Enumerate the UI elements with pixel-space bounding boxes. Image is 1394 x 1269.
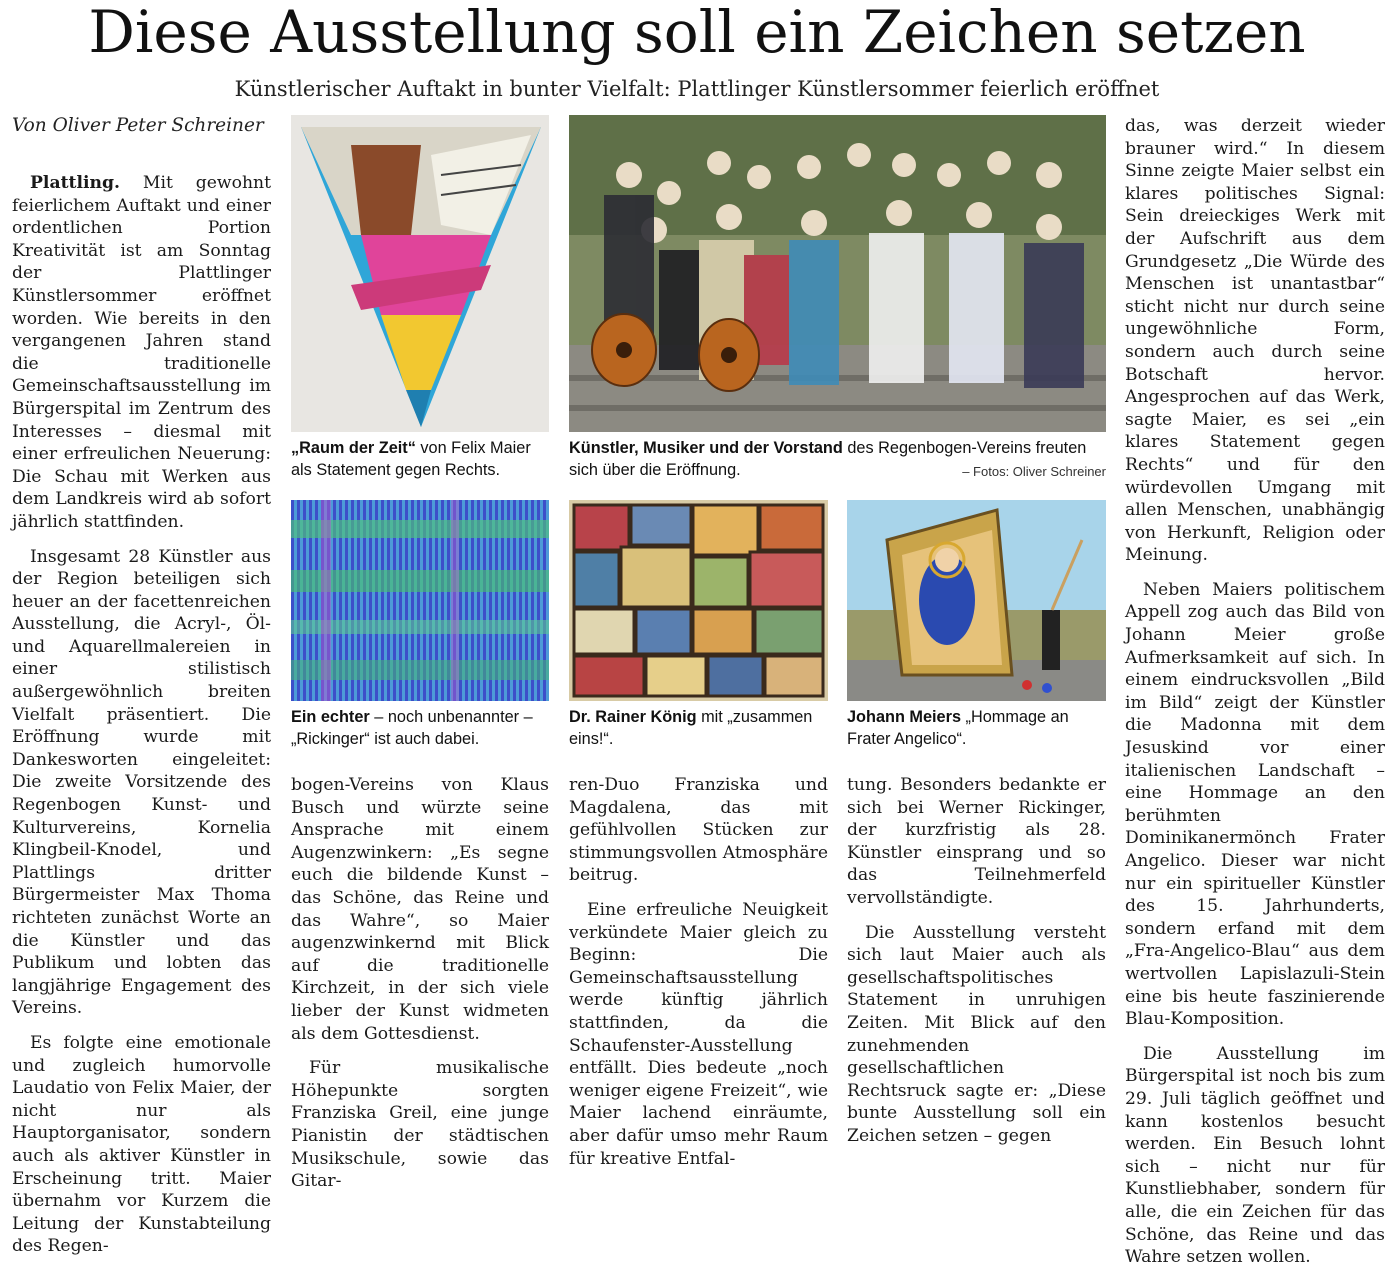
group-photo-image [569,115,1106,432]
caption-text: „Hommage an Frater Angelico“. [847,708,1069,748]
paragraph: Die Ausstellung im Bürgerspital ist noch bis zum 29. Juli täglich geöffnet und kann kostenlos besucht werden. Ein Besuch lohnt sich – nicht nur für Kunstliebhaber, sondern für alle, die ein Zeichen für das Schöne, das Reine und das Wahre setzen wollen. [1125,1043,1385,1268]
paragraph: Eine erfreuliche Neuigkeit verkündete Maier gleich zu Beginn: Die Gemeinschaftsausstellung werde künftig jährlich stattfinden, da die Schaufenster-Ausstellung entfällt. Dies bedeute „noch weniger eigene Freizeit“, wie Maier lachend einräumte, aber dafür umso mehr Raum für kreative Entfal- [569,899,828,1169]
caption-text: des Regenbogen-Vereins freuten sich über die Eröffnung. [569,439,1087,479]
caption-koenig [569,706,831,750]
byline: Von Oliver Peter Schreiner [12,115,264,136]
article-column-4 [847,774,1106,1148]
photo-credit: – Fotos: Oliver Schreiner [962,464,1106,479]
dateline: Plattling. [30,173,121,193]
koenig-painting-image [569,500,828,701]
subheadline: Künstlerischer Auftakt in bunter Vielfalt: Plattlinger Künstlersommer feierlich eröffnet [234,77,1160,101]
photo-meier-angelico [847,500,1106,701]
caption-meier-angelico [847,706,1109,750]
caption-text: von Felix Maier als Statement gegen Rechts. [291,439,531,479]
paragraph-text: Mit gewohnt feierlichem Auftakt und einer ordentlichen Portion Kreativität ist am Sonntag der Plattlinger Künstlersommer eröffnet worden. Wie bereits in den vergangenen Jahren stand die traditionelle Gemeinschaftsausstellung im Bürgerspital im Zentrum des Interesses – diesmal mit einer erfreulichen Neuerung: Die Schau mit Werken aus dem Landkreis wird ab sofort jährlich stattfinden. [12,173,271,532]
caption-bold: Ein echter [291,708,370,726]
paragraph: das, was derzeit wieder brauner wird.“ In diesem Sinne zeigte Maier selbst ein klares politisches Signal: Sein dreieckiges Werk mit der Aufschrift aus dem Grundgesetz „Die Würde des Menschen ist unantastbar“ sticht nicht nur durch seine ungewöhnliche Form, sondern auch durch seine Botschaft hervor. Angesprochen auf das Werk, sagte Maier, es sei „ein klares Statement gegen Rechts“ und für den würdevollen Umgang mit allen Menschen, unabhängig von Herkunft, Religion oder Meinung. [1125,116,1385,566]
paragraph: Die Ausstellung versteht sich laut Maier auch als gesellschaftspolitisches Statement in unruhigen Zeiten. Mit Blick auf den zunehmenden gesellschaftlichen Rechtsruck sagte er: „Diese bunte Ausstellung soll ein Zeichen setzen – gegen [847,922,1106,1146]
paragraph: ren-Duo Franziska und Magdalena, das mit gefühlvollen Stücken zur stimmungsvollen Atmosphäre beitrug. [569,775,828,886]
caption-text: – noch unbenannter – „Rickinger“ ist auch dabei. [291,708,533,748]
caption-bold: Johann Meiers [847,708,962,726]
article-column-3 [569,774,828,1170]
triangle-artwork-image [291,115,549,432]
caption-bold: „Raum der Zeit“ [291,439,416,457]
photo-rickinger [291,500,549,701]
caption-bold: Dr. Rainer König [569,708,697,726]
photo-group [569,115,1106,432]
article-column-5 [1125,115,1385,1269]
headline: Diese Ausstellung soll ein Zeichen setzen [88,0,1306,66]
paragraph: Neben Maiers politischem Appell zog auch das Bild von Johann Meier große Aufmerksamkeit auf sich. In einem eindrucksvollen „Bild im Bild“ zeigt der Künstler die Madonna mit dem Jesuskind vor einer italienischen Landschaft – eine Hommage an den berühmten Dominikanermönch Frater Angelico. Dieser war nicht nur ein spiritueller Künstler des 15. Jahrhunderts, sondern erfand mit dem „Fra-Angelico-Blau“ aus dem wertvollen Lapislazuli-Stein eine bis heute faszinierende Blau-Komposition. [1125,579,1385,1030]
angelico-painting-image [847,500,1106,701]
article-column-2 [291,774,549,1193]
paragraph: Insgesamt 28 Künstler aus der Region beteiligen sich heuer an der facettenreichen Ausstellung, die Acryl-, Öl- und Aquarellmalereien in einer stilistisch außergewöhnlich breiten Vielfalt präsentiert. Die Eröffnung wurde mit Dankesworten eingeleitet: Die zweite Vorsitzende des Regenbogen Kunst- und Kulturvereins, Kornelia Klingbeil-Knodel, und Plattlings dritter Bürgermeister Max Thoma richteten zunächst Worte an die Künstler und das Publikum und lobten das langjährige Engagement des Vereins. [12,546,271,1019]
paragraph: bogen-Vereins von Klaus Busch und würzte seine Ansprache mit einem Augenzwinkern: „Es segne euch die bildende Kunst – das Schöne, das Reine und das Wahre“, so Maier augenzwinkernd mit Blick auf die traditionelle Kirchzeit, in der sich viele lieber der Kunst widmeten als dem Gottesdienst. [291,775,549,1044]
photo-koenig [569,500,828,701]
paragraph: Es folgte eine emotionale und zugleich humorvolle Laudatio von Felix Maier, der nicht nur als Hauptorganisator, sondern auch als aktiver Künstler in Erscheinung tritt. Maier übernahm vor Kurzem die Leitung der Kunstabteilung des Regen- [12,1032,271,1257]
rickinger-painting-image [291,500,549,701]
paragraph [12,172,271,534]
article-column-1 [12,172,271,1258]
caption-bold: Künstler, Musiker und der Vorstand [569,439,843,457]
caption-triangle [291,437,553,481]
paragraph: tung. Besonders bedankte er sich bei Werner Rickinger, der kurzfristig als 28. Künstler einsprang und so das Teilnehmerfeld vervollständigte. [847,775,1106,908]
caption-text: mit „zusammen eins!“. [569,708,813,748]
paragraph: Für musikalische Höhepunkte sorgten Franziska Greil, eine junge Pianistin der städtischen Musikschule, sowie das Gitar- [291,1058,549,1192]
photo-triangle-artwork [291,115,549,432]
caption-rickinger [291,706,553,750]
